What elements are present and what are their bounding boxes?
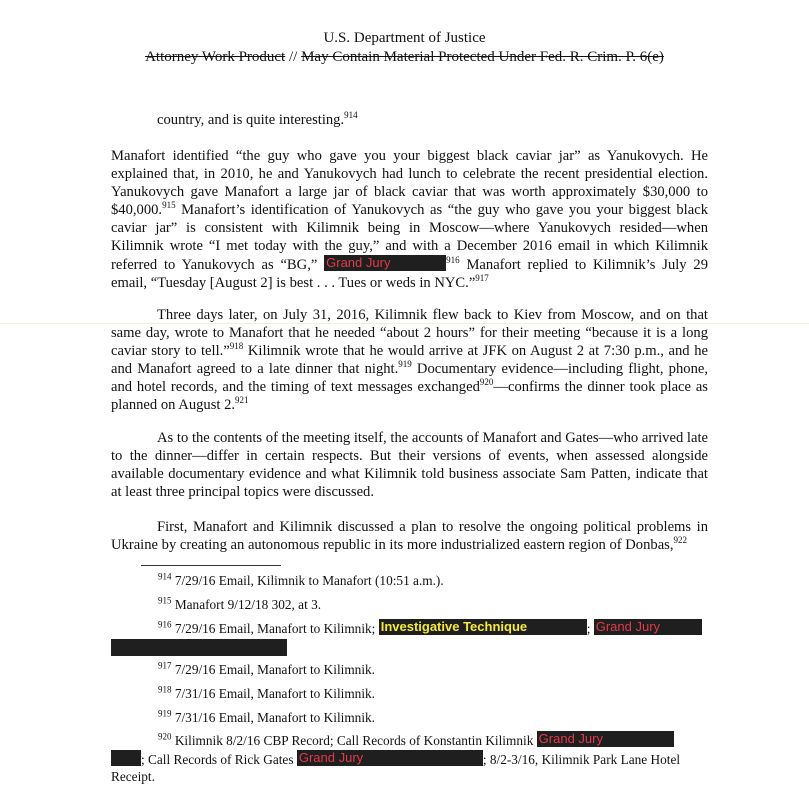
footnote-number: 920 xyxy=(158,731,172,742)
footnote-text: 7/29/16 Email, Manafort to Kilimnik; xyxy=(174,621,379,636)
footnote-ref: 915 xyxy=(162,199,176,210)
marking-separator: // xyxy=(285,49,302,65)
footnote-number: 918 xyxy=(158,684,172,695)
footnote-916 xyxy=(111,619,708,660)
footnote-ref: 921 xyxy=(235,394,249,405)
footnote-text: 7/29/16 Email, Kilimnik to Manafort (10:51 a.m.). xyxy=(174,573,444,588)
grand-jury-redaction: Grand Jury xyxy=(537,731,674,747)
paragraph-text: Manafort replied to Kilimnik’s July 29 email, “Tuesday [August 2] is best . . . Tues or weds in NYC.” xyxy=(111,257,708,292)
marking-left: Attorney Work Product xyxy=(145,49,286,65)
paragraph-text: Manafort identified “the guy who gave you your biggest black caviar jar” as Yanukovych. He explained that, in 2010, he and Yanukovych had lunch to celebrate the recent presidential election. Yanukovych gave Manafort a large jar of black caviar that was worth approximately $30,000 to $40,000. xyxy=(111,148,708,218)
paragraph-text: First, Manafort and Kilimnik discussed a plan to resolve the ongoing political problems in Ukraine by creating an autonomous republic in its more industrialized eastern region of Donbas, xyxy=(111,519,708,553)
paragraph-text: Three days later, on July 31, 2016, Kilimnik flew back to Kiev from Moscow, and on that same day, wrote to Manafort that he needed “about 2 hours” for their meeting “because it is a long caviar story to tell.” xyxy=(111,307,708,359)
footnote-number: 916 xyxy=(158,619,172,630)
footnote-text: ; Call Records of Rick Gates xyxy=(141,751,297,767)
footnote-920 xyxy=(111,731,708,786)
footnote-number: 915 xyxy=(158,595,172,606)
footnote-text: Kilimnik 8/2/16 CBP Record; Call Records of Konstantin Kilimnik xyxy=(174,733,537,748)
marking-right: May Contain Material Protected Under Fed. R. Crim. P. 6(e) xyxy=(301,49,664,65)
footnote-ref: 917 xyxy=(475,273,489,284)
paragraph-text: country, and is quite interesting. xyxy=(157,112,345,128)
paragraph-three-days xyxy=(111,307,708,414)
paragraph-text: Documentary evidence—including flight, phone, and hotel records, and the timing of text messages exchanged xyxy=(111,360,708,395)
footnote-text: 7/29/16 Email, Manafort to Kilimnik. xyxy=(174,662,375,677)
footnote-918 xyxy=(111,685,708,702)
paragraph-caviar xyxy=(111,148,708,293)
paragraph-first-topic xyxy=(111,519,708,555)
footnote-text: ; xyxy=(586,621,594,636)
footnote-ref: 916 xyxy=(446,255,460,266)
footnote-text: 7/31/16 Email, Manafort to Kilimnik. xyxy=(174,710,375,725)
footnote-ref: 920 xyxy=(479,376,494,387)
paragraph-text: Manafort’s identification of Yanukovych as “the guy who gave you your biggest black caviar jar” is consistent with Kilimnik being in Moscow—where Yanukovych resided—when Kilimnik wrote “I met today with the guy,” and with a December 2016 email in which Kilimnik referred to Yanukovych as “BG,” xyxy=(111,201,708,274)
footnote-ref: 919 xyxy=(398,358,412,369)
footnote-ref: 914 xyxy=(344,110,358,121)
footnote-917 xyxy=(111,661,708,678)
footnote-number: 914 xyxy=(158,571,172,582)
footnote-text: Manafort 9/12/18 302, at 3. xyxy=(174,597,322,612)
footnote-914 xyxy=(111,572,708,589)
footnote-ref: 918 xyxy=(229,340,244,351)
footnote-number: 917 xyxy=(158,660,172,671)
footnote-919 xyxy=(111,709,708,726)
paragraph-meeting-contents xyxy=(111,430,708,502)
footnote-text: 7/31/16 Email, Manafort to Kilimnik. xyxy=(174,686,375,701)
redaction-block xyxy=(111,639,287,656)
paragraph-text: —confirms the dinner took place as planned on August 2. xyxy=(111,378,708,413)
redaction-block xyxy=(111,750,141,766)
footnote-text: ; 8/2-3/16, Kilimnik Park Lane Hotel Receipt. xyxy=(111,751,681,784)
footnote-ref: 922 xyxy=(673,535,688,546)
paragraph-text: As to the contents of the meeting itself, the accounts of Manafort and Gates—who arrived late to the dinner—differ in certain respects. But their versions of events, when assessed alongside available documentary evidence and what Kilimnik told business associate Sam Patten, indicate that at least three principal topics were discussed. xyxy=(111,430,708,500)
grand-jury-redaction: Grand Jury xyxy=(297,750,483,766)
footnote-915 xyxy=(111,596,708,613)
work-product-marking xyxy=(0,49,809,66)
paragraph-continuation xyxy=(157,112,707,130)
grand-jury-redaction: Grand Jury xyxy=(594,619,702,635)
agency-title: U.S. Department of Justice xyxy=(323,30,486,46)
footnote-divider xyxy=(141,565,281,566)
grand-jury-redaction: Grand Jury xyxy=(324,255,446,271)
investigative-technique-redaction: Investigative Technique xyxy=(379,619,587,635)
paragraph-text: Kilimnik wrote that he would arrive at JFK on August 2 at 7:30 p.m., and he and Manafort agreed to a late dinner that night. xyxy=(111,342,708,377)
footnote-number: 919 xyxy=(158,708,172,719)
